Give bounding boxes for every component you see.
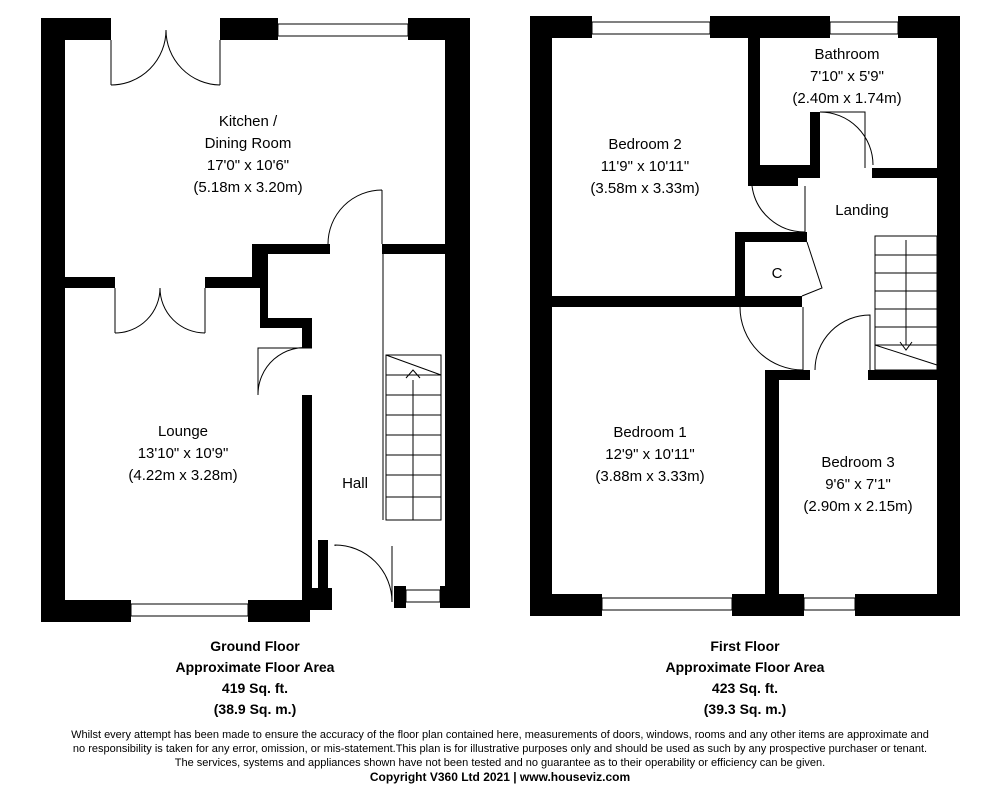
ground-floor-caption xyxy=(125,636,385,720)
copyright-notice: Copyright V360 Ltd 2021 | www.houseviz.com xyxy=(369,770,631,784)
kitchen-name-2: Dining Room xyxy=(204,135,292,152)
bedroom2-dims-imperial: 11'9" x 10'11" xyxy=(600,158,690,175)
bathroom-dims-imperial: 7'10" x 5'9" xyxy=(810,68,884,85)
disclaimer-line-1: Whilst every attempt has been made to ensure the accuracy of the floor plan contained here, measurements of doors, windows, rooms and any other items are approximate and xyxy=(71,729,929,741)
first-floor-area-label: Approximate Floor Area xyxy=(665,659,825,675)
bathroom-dims-metric: (2.40m x 1.74m) xyxy=(792,90,902,107)
landing-name: Landing xyxy=(835,202,889,219)
lounge-name: Lounge xyxy=(157,423,209,440)
kitchen-dims-imperial: 17'0" x 10'6" xyxy=(206,157,290,174)
bedroom3-dims-metric: (2.90m x 2.15m) xyxy=(803,498,913,515)
ground-floor-title: Ground Floor xyxy=(210,638,300,654)
bedroom1-window xyxy=(602,598,732,610)
bedroom2-name: Bedroom 2 xyxy=(608,136,682,153)
first-floor-caption xyxy=(615,636,875,720)
ground-floor-area-sqft: 419 Sq. ft. xyxy=(221,680,289,696)
first-floor-plan xyxy=(530,16,960,616)
ground-floor-walls xyxy=(41,18,470,622)
kitchen-name-1: Kitchen / xyxy=(218,113,278,130)
lounge-hall-door xyxy=(258,347,312,395)
bedroom3-name: Bedroom 3 xyxy=(821,454,895,471)
first-floor-title: First Floor xyxy=(710,638,780,654)
bathroom-window xyxy=(830,22,898,34)
bedroom2-window xyxy=(592,22,710,34)
first-floor-area-sqft: 423 Sq. ft. xyxy=(711,680,779,696)
hall-name: Hall xyxy=(342,475,368,492)
kitchen-dims-metric: (5.18m x 3.20m) xyxy=(193,179,303,196)
cupboard-name: C xyxy=(771,265,783,282)
ground-floor-labels xyxy=(128,113,368,492)
kitchen-window xyxy=(278,24,408,36)
front-door xyxy=(335,545,392,602)
bedroom1-name: Bedroom 1 xyxy=(613,424,687,441)
lounge-french-door-left xyxy=(115,288,160,333)
bedroom2-dims-metric: (3.58m x 3.33m) xyxy=(590,180,700,197)
ground-floor-area-label: Approximate Floor Area xyxy=(175,659,335,675)
lounge-french-door-right xyxy=(160,288,205,333)
lounge-window xyxy=(131,604,248,616)
bedroom3-window xyxy=(804,598,855,610)
ground-floor-stairs xyxy=(383,254,441,520)
ground-floor-area-sqm: (38.9 Sq. m.) xyxy=(213,701,297,717)
disclaimer-line-2: no responsibility is taken for any error, omission, or mis-statement.This plan is for illustrative purposes only and should be used as such by any prospective purchaser or tenant. xyxy=(72,743,928,755)
hall-window xyxy=(406,590,440,602)
first-floor-area-sqm: (39.3 Sq. m.) xyxy=(703,701,787,717)
disclaimer xyxy=(40,728,960,770)
bedroom3-door xyxy=(815,315,870,370)
kitchen-french-door-right xyxy=(166,30,220,85)
lounge-dims-imperial: 13'10" x 10'9" xyxy=(137,445,229,462)
ground-floor-plan xyxy=(41,18,470,622)
first-floor-stairs xyxy=(875,236,937,370)
bedroom1-dims-metric: (3.88m x 3.33m) xyxy=(595,468,705,485)
kitchen-french-door-left xyxy=(111,30,166,85)
bedroom1-door xyxy=(740,307,803,370)
cupboard-door xyxy=(802,242,822,296)
bathroom-name: Bathroom xyxy=(814,46,880,63)
first-floor-windows xyxy=(592,22,898,610)
bedroom3-dims-imperial: 9'6" x 7'1" xyxy=(825,476,891,493)
disclaimer-line-3: The services, systems and appliances shown have not been tested and no guarantee as to their operability or efficiency can be given. xyxy=(174,757,826,769)
bedroom2-door xyxy=(752,186,805,232)
kitchen-hall-door xyxy=(328,190,382,244)
bathroom-door xyxy=(820,112,873,168)
bedroom1-dims-imperial: 12'9" x 10'11" xyxy=(605,446,695,463)
lounge-dims-metric: (4.22m x 3.28m) xyxy=(128,467,238,484)
